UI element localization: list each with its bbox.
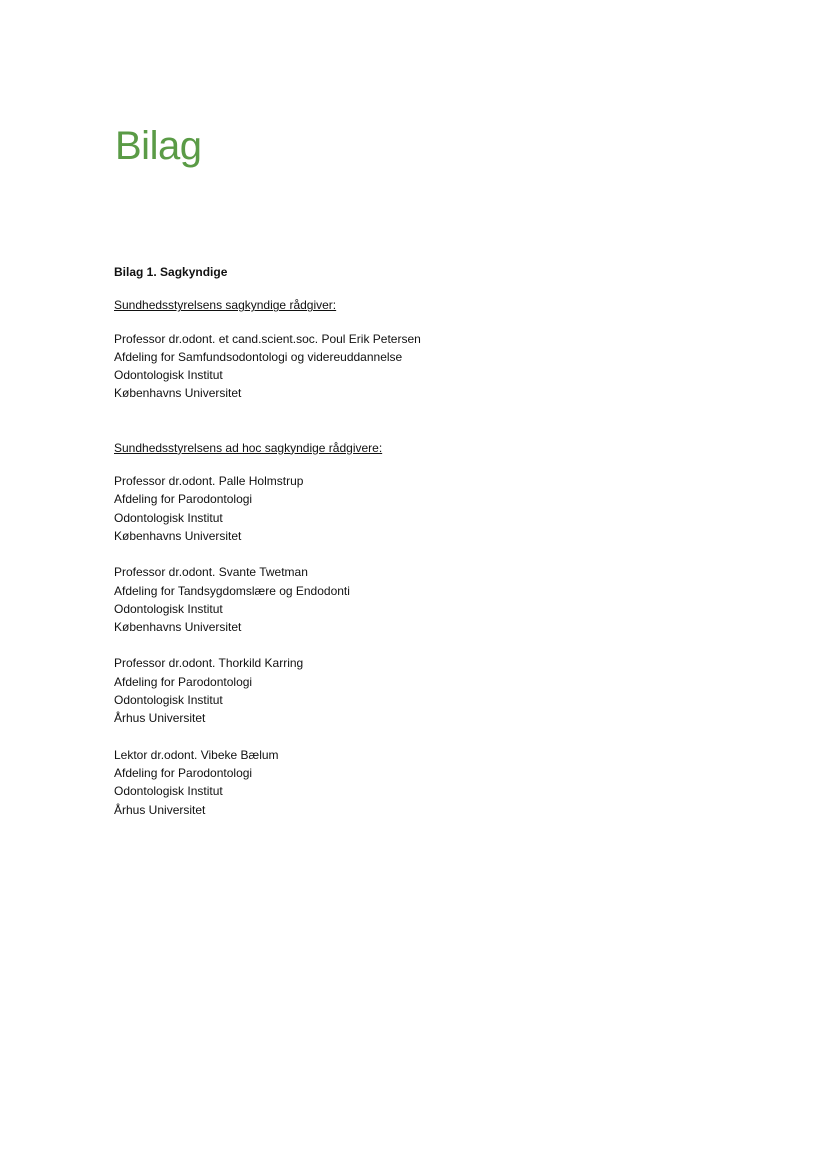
advisor-university: Københavns Universitet [114, 528, 242, 543]
advisor-department: Afdeling for Parodontologi [114, 765, 253, 780]
advisor-entry [114, 563, 714, 636]
advisor-group [114, 439, 714, 819]
advisor-university: Århus Universitet [114, 711, 206, 726]
advisor-institute: Odontologisk Institut [114, 510, 223, 525]
advisor-university: Århus Universitet [114, 802, 206, 817]
advisor-title-name: Professor dr.odont. Svante Twetman [114, 565, 308, 580]
advisor-institute: Odontologisk Institut [114, 601, 223, 616]
advisor-university: Københavns Universitet [114, 620, 242, 635]
advisor-institute: Odontologisk Institut [114, 784, 223, 799]
advisor-department: Afdeling for Parodontologi [114, 674, 253, 689]
advisor-entry [114, 654, 714, 727]
advisor-department: Afdeling for Tandsygdomslære og Endodonti [114, 583, 350, 598]
advisor-title-name: Professor dr.odont. Thorkild Karring [114, 656, 304, 671]
group-heading: Sundhedsstyrelsens sagkyndige rådgiver: [114, 298, 337, 313]
advisor-department: Afdeling for Parodontologi [114, 492, 253, 507]
group-heading: Sundhedsstyrelsens ad hoc sagkyndige rådgivere: [114, 440, 383, 455]
advisor-institute: Odontologisk Institut [114, 368, 223, 383]
page-title: Bilag [115, 124, 202, 168]
section-heading: Bilag 1. Sagkyndige [114, 265, 228, 279]
advisor-university: Københavns Universitet [114, 386, 242, 401]
advisor-group [114, 296, 714, 402]
document-body [114, 263, 714, 819]
advisor-title-name: Professor dr.odont. et cand.scient.soc. Poul Erik Petersen [114, 331, 421, 346]
advisor-entry [114, 472, 714, 545]
advisor-entry [114, 746, 714, 819]
advisor-institute: Odontologisk Institut [114, 693, 223, 708]
advisor-title-name: Professor dr.odont. Palle Holmstrup [114, 474, 304, 489]
advisor-entry [114, 330, 714, 403]
advisor-department: Afdeling for Samfundsodontologi og videreuddannelse [114, 349, 403, 364]
advisor-title-name: Lektor dr.odont. Vibeke Bælum [114, 747, 279, 762]
